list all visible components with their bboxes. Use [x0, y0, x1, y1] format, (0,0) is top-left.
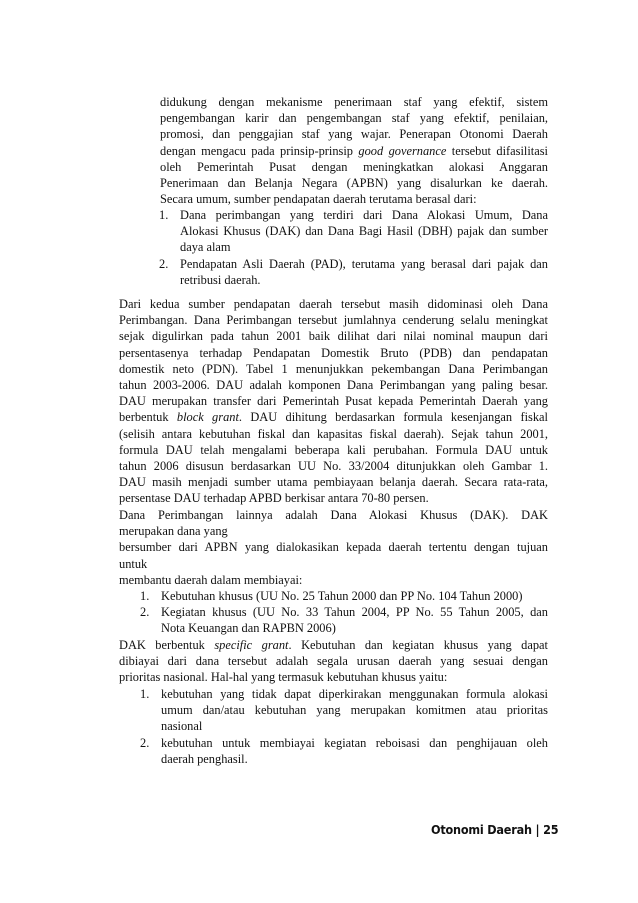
list-item	[159, 256, 548, 288]
text-fragment: . Kebutuhan dan kegiatan khusus yang dapat	[288, 638, 548, 652]
text-line: Secara umum, sumber pendapatan daerah terutama berasal dari:	[160, 192, 477, 207]
text-line: Pendapatan Asli Daerah (PAD), terutama yang berasal dari pajak dan	[180, 256, 548, 271]
numbered-list	[140, 686, 548, 767]
text-fragment: dengan mengacu pada prinsip-prinsip	[160, 143, 354, 158]
dak-paragraph	[119, 507, 548, 588]
list-item	[159, 207, 548, 256]
text-line: retribusi daerah.	[180, 272, 261, 287]
text-line: pengembangan karir dan pengembangan staf yang efektif, penilaian,	[160, 111, 548, 126]
page-footer: Otonomi Daerah | 25	[431, 822, 559, 837]
text-line	[119, 637, 548, 653]
text-fragment: . DAU dihitung berdasarkan formula kesenjangan fiskal	[238, 410, 548, 425]
text-line: formula DAU telah mengalami beberapa kali perubahan. Formula DAU untuk	[119, 442, 548, 457]
text-line: daya alam	[180, 240, 231, 255]
text-line: Perimbangan. Dana Perimbangan tersebut jumlahnya cenderung selalu meningkat	[119, 313, 548, 328]
italic-term: specific grant	[214, 638, 289, 652]
text-line: DAU merupakan transfer dari Pemerintah Pusat kepada Pemerintah Daerah yang	[119, 394, 548, 409]
text-line: promosi, dan penggajian staf yang wajar. Penerapan Otonomi Daerah	[160, 127, 548, 142]
list-item	[140, 604, 548, 636]
text-line: daerah penghasil.	[161, 751, 248, 766]
list-item	[140, 686, 548, 735]
text-fragment: berbentuk	[119, 410, 169, 425]
text-line: sejak digulirkan pada tahun 2001 baik dilihat dari nilai nominal maupun dari	[119, 329, 548, 344]
text-line: umum dan/atau kebutuhan yang merupakan komitmen atau prioritas	[161, 703, 548, 718]
text-line: membantu daerah dalam membiayai:	[119, 572, 303, 587]
text-line: merupakan dana yang	[119, 524, 228, 539]
list-item	[140, 735, 548, 767]
text-line: oleh Pemerintah Pusat dengan meningkatkan alokasi Anggaran	[160, 159, 548, 174]
text-line: persentasenya terhadap Pendapatan Domestik Bruto (PDB) dan pendapatan	[119, 345, 548, 360]
text-line: Dana Perimbangan lainnya adalah Dana Alokasi Khusus (DAK). DAK	[119, 508, 548, 522]
text-line: bersumber dari APBN yang dialokasikan kepada daerah tertentu dengan tujuan	[119, 540, 548, 555]
text-line: prioritas nasional. Hal-hal yang termasuk kebutuhan khusus yaitu:	[119, 670, 448, 685]
text-line: DAU masih menjadi sumber utama pembiayaan belanja daerah. Secara rata-rata,	[119, 475, 548, 490]
list-item	[140, 588, 548, 604]
text-line: Dana perimbangan yang terdiri dari Dana Alokasi Umum, Dana	[180, 208, 548, 222]
numbered-list	[159, 207, 548, 288]
text-line: didukung dengan mekanisme penerimaan staf yang efektif, sistem	[160, 95, 548, 109]
text-line: Dari kedua sumber pendapatan daerah tersebut masih didominasi oleh Dana	[119, 297, 548, 311]
list-number: 2.	[159, 256, 169, 271]
dau-paragraph	[119, 296, 548, 507]
text-line: tahun 2006 disusun berdasarkan UU No. 33/2004 ditunjukkan oleh Gambar 1.	[119, 459, 548, 474]
text-line: Penerimaan dan Belanja Negara (APBN) yang disalurkan ke daerah.	[160, 176, 548, 191]
text-line: untuk	[119, 556, 148, 571]
dak-paragraph-continued	[119, 637, 548, 686]
list-number: 1.	[140, 687, 150, 701]
text-line: persentase DAU terhadap APBD berkisar antara 70-80 persen.	[119, 491, 429, 506]
text-line: Nota Keuangan dan RAPBN 2006)	[161, 621, 336, 636]
text-line: Alokasi Khusus (DAK) dan Dana Bagi Hasil (DBH) pajak dan sumber	[180, 224, 548, 239]
text-line: nasional	[161, 719, 203, 734]
text-line: domestik neto (PDN). Tabel 1 menunjukkan pekembangan Dana Perimbangan	[119, 361, 548, 376]
numbered-list	[140, 588, 548, 637]
text-line: kebutuhan untuk membiayai kegiatan reboisasi dan penghijauan oleh	[161, 735, 548, 750]
list-number: 1.	[140, 589, 150, 603]
intro-paragraph	[160, 94, 548, 207]
list-number: 2.	[140, 605, 150, 620]
text-line	[119, 409, 548, 425]
text-line	[160, 143, 548, 159]
italic-term: good governance	[358, 143, 447, 158]
list-number: 2.	[140, 735, 150, 750]
text-line: Kegiatan khusus (UU No. 33 Tahun 2004, PP No. 55 Tahun 2005, dan	[161, 605, 548, 620]
list-number: 1.	[159, 208, 169, 222]
text-fragment: DAK berbentuk	[119, 638, 205, 652]
italic-term: block grant	[176, 410, 239, 425]
text-line: kebutuhan yang tidak dapat diperkirakan menggunakan formula alokasi	[161, 687, 548, 701]
text-line: Kebutuhan khusus (UU No. 25 Tahun 2000 dan PP No. 104 Tahun 2000)	[161, 589, 523, 603]
text-line: tahun 2003-2006. DAU adalah komponen Dana Perimbangan yang paling besar.	[119, 378, 548, 393]
text-line: dibiayai dari dana tersebut adalah segala urusan daerah yang sesuai dengan	[119, 654, 548, 669]
text-line: (selisih antara kebutuhan fiskal dan kapasitas fiskal daerah). Sejak tahun 2001,	[119, 426, 548, 441]
text-fragment: tersebut difasilitasi	[451, 143, 548, 158]
